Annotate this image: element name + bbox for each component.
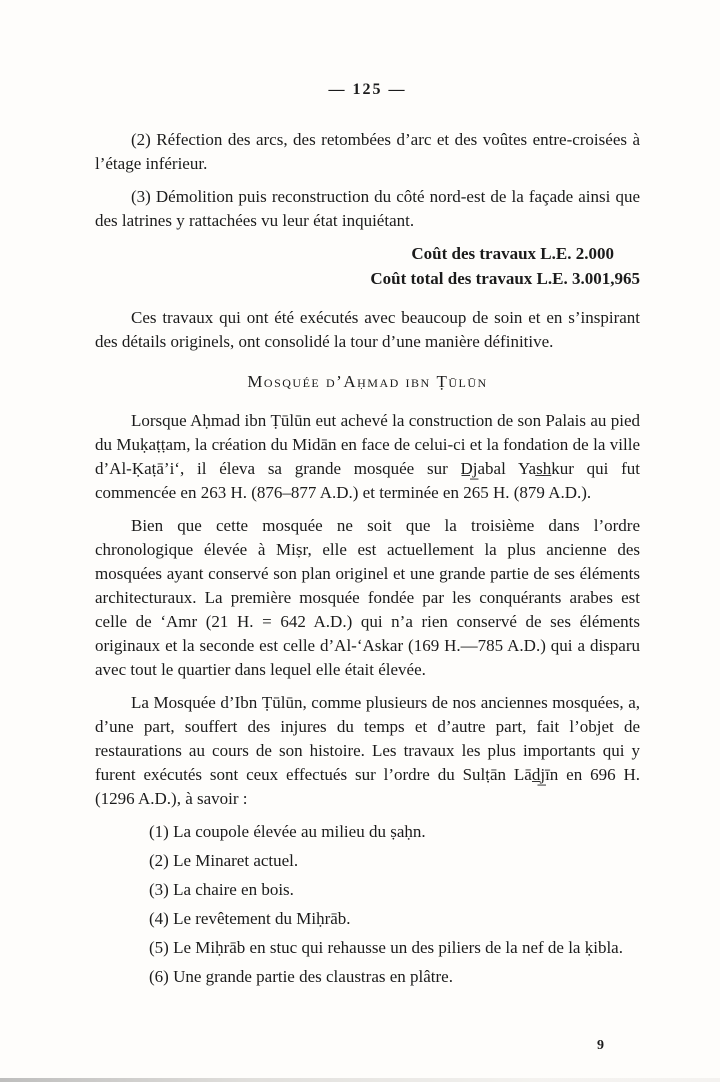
list-item-1: (1) La coupole élevée au milieu du ṣaḥn. [149, 822, 426, 841]
list-item-5: (5) Le Miḥrāb en stuc qui rehausse un des piliers de la nef de la ḳibla. [149, 938, 623, 957]
section-heading: Mosquée d’Aḥmad ibn Ṭūlūn [247, 372, 488, 391]
list-item-6: (6) Une grande partie des claustras en plâtre. [149, 967, 453, 986]
conclusion-paragraph: Ces travaux qui ont été exécutés avec beaucoup de soin et en s’inspirant des détails originels, ont consolidé la tour d’une manière définitive. [95, 308, 640, 351]
body-paragraph-1: Lorsque Aḥmad ibn Ṭūlūn eut achevé la construction de son Palais au pied du Muḳaṭṭam, la création du Midān en face de celui-ci et la fondation de la ville d’Al-Ḳaṭā’i‘, il éleva sa grande mosquée sur D̲j̲abal Yas̲h̲kur qui fut commencée en 263 H. (876–877 A.D.) et terminée en 265 H. (879 A.D.). [95, 411, 640, 502]
page-number-footer: 9 [597, 1038, 604, 1053]
list-item-4: (4) Le revêtement du Miḥrāb. [149, 909, 351, 928]
body-paragraph-2: Bien que cette mosquée ne soit que la troisième dans l’ordre chronologique élevée à Miṣr, elle est actuellement la plus ancienne des mosquées ayant conservé son plan originel et une grande partie de ses éléments architecturaux. La première mosquée fondée par les conquérants arabes est celle de ‘Amr (21 H. = 642 A.D.) qui n’a rien conservé de ses éléments originaux et la seconde est celle d’Al-‘Askar (169 H.—785 A.D.) qui a disparu avec tout le quartier dans lequel elle était élevée. [95, 516, 640, 679]
scan-edge-shadow [0, 1078, 720, 1082]
cost-of-works-line: Coût des travaux L.E. 2.000 [411, 244, 614, 263]
list-item-3: (3) La chaire en bois. [149, 880, 294, 899]
body-paragraph-3: La Mosquée d’Ibn Ṭūlūn, comme plusieurs de nos anciennes mosquées, a, d’une part, souffert des injures du temps et d’autre part, fait l’objet de restaurations au cours de son histoire. Les travaux les plus importants qui y furent exécutés sont ceux effectués sur l’ordre du Sulṭān Lād̲j̲īn en 696 H. (1296 A.D.), à savoir : [95, 693, 640, 808]
numbered-item-3: (3) Démolition puis reconstruction du côté nord-est de la façade ainsi que des latrines y rattachées vu leur état inquiétant. [95, 187, 640, 230]
total-cost-line: Coût total des travaux L.E. 3.001,965 [370, 269, 640, 288]
list-item-2: (2) Le Minaret actuel. [149, 851, 299, 870]
page-number-header: — 125 — [328, 81, 407, 98]
numbered-item-2: (2) Réfection des arcs, des retombées d’arc et des voûtes entre-croisées à l’étage inférieur. [95, 130, 640, 173]
